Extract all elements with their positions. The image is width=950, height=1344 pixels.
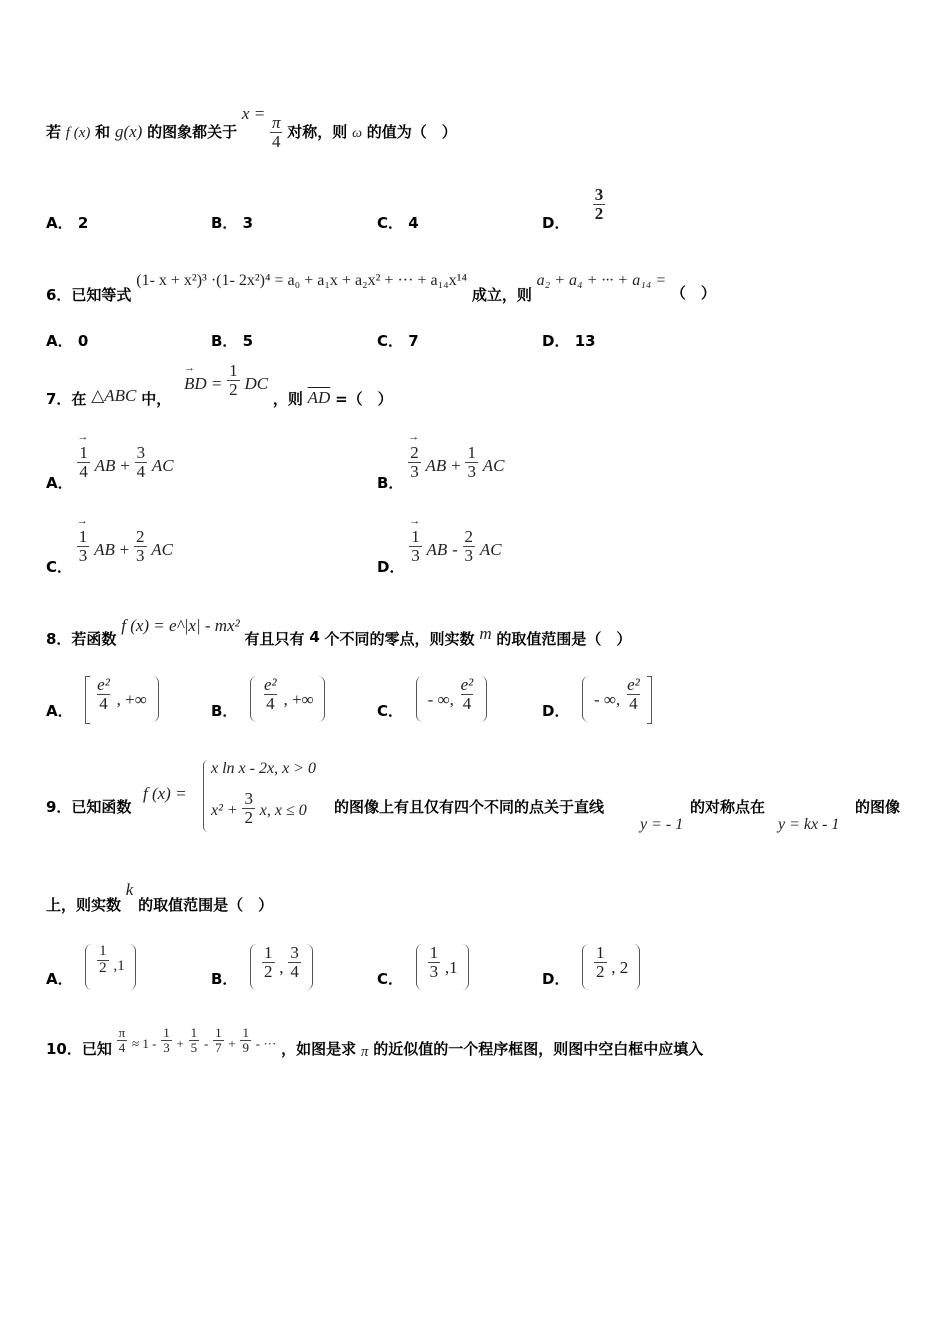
q8-option-c[interactable]: C． - ∞, $\frac{\text{e²}}{4}$ [377, 676, 487, 722]
q9-fx: f (x) = [143, 784, 187, 803]
q6-option-b[interactable]: B． 5 [211, 332, 254, 350]
q9-brace [203, 760, 208, 832]
q5-option-b[interactable]: B． 3 [211, 214, 254, 232]
q9-line: y = - 1 [640, 816, 684, 833]
q6-option-d[interactable]: D． 13 [542, 332, 596, 350]
q6-option-a[interactable]: A． 0 [46, 332, 89, 350]
q7-option-d[interactable]: D． → $\frac{1}{3}$ AB - $\frac{2}{3}$ AC [377, 528, 502, 577]
q5-pi-over-4: $\frac{\pi}{4}$ [271, 113, 281, 151]
q9-mid2: 的对称点在 [690, 798, 766, 816]
q9-stem-line2: 上，则实数 k 的取值范围是（ ） [46, 880, 274, 914]
q6-stem: 6．已知等式 (1- x + x²)³ ·(1- 2x²)⁴ = a₀ + a₁x + a₂x² + ··· + a₁₄x¹⁴ 成立，则 a₂ + a₄ + ··· + a₁₄ = （ ） [46, 272, 716, 304]
q9-option-d[interactable]: D． $\frac{1}{2}$ , 2 [542, 944, 640, 990]
q9-case1: x ln x - 2x, x > 0 [211, 760, 316, 777]
q7-option-c[interactable]: C． → $\frac{1}{3}$ AB + $\frac{2}{3}$ AC [46, 528, 173, 577]
q8-option-a[interactable]: A． $\frac{\text{e²}}{4}$ , +∞ [46, 676, 159, 724]
q8-option-b[interactable]: B． $\frac{\text{e²}}{4}$ , +∞ [211, 676, 325, 722]
q9-tail: 的图像 [855, 798, 901, 816]
q6-option-c[interactable]: C． 7 [377, 332, 419, 350]
q7-stem: 7．在 △ABC 中， → BD = $\frac{1}{2}$ DC ，则 $\overline{AD}$ =（ ） [46, 362, 393, 409]
q8-stem: 8．若函数 f (x) = e^|x| - mx² 有且只有 4 个不同的零点，则实数 m 的取值范围是（ ） [46, 616, 632, 648]
q9-option-c[interactable]: C． $\frac{1}{3}$ ,1 [377, 944, 469, 990]
q9-number: 9．已知函数 [46, 798, 132, 816]
q5-stem: 若 f (x) 和 g(x) 的图象都关于 x = $\frac{\pi}{4}$ 对称，则 ω 的值为（ ） [46, 104, 457, 151]
q9-case2: x² + $\frac{3}{2}$ x, x ≤ 0 [211, 789, 307, 827]
q9-option-a[interactable]: A． $\frac{1}{2}$ ,1 [46, 944, 136, 990]
q5-option-a[interactable]: A． 2 [46, 214, 89, 232]
q9-option-b[interactable]: B． $\frac{1}{2}$ , $\frac{3}{4}$ [211, 944, 313, 990]
q5-option-c[interactable]: C． 4 [377, 214, 419, 232]
q10-stem: 10．已知 $\frac{\pi}{4}$ ≈ 1 - $\frac{1}{3}$ + $\frac{1}{5}$ - $\frac{1}{7}$ + $\frac{1}{9}$ - ··· ，如图是求 π 的近似值的一个程序框图，则图中空白框中应填入 [46, 1025, 704, 1060]
q8-option-d[interactable]: D． - ∞, $\frac{\text{e²}}{4}$ [542, 676, 652, 724]
q7-option-a[interactable]: A． → $\frac{1}{4}$ AB + $\frac{3}{4}$ AC [46, 444, 174, 493]
q9-line2: y = kx - 1 [778, 816, 840, 833]
q9-mid: 的图像上有且仅有四个不同的点关于直线 [334, 798, 605, 816]
q5-option-d[interactable]: D． $\frac{3}{2}$ [542, 185, 604, 232]
q7-option-b[interactable]: B． → $\frac{2}{3}$ AB + $\frac{1}{3}$ AC [377, 444, 504, 493]
